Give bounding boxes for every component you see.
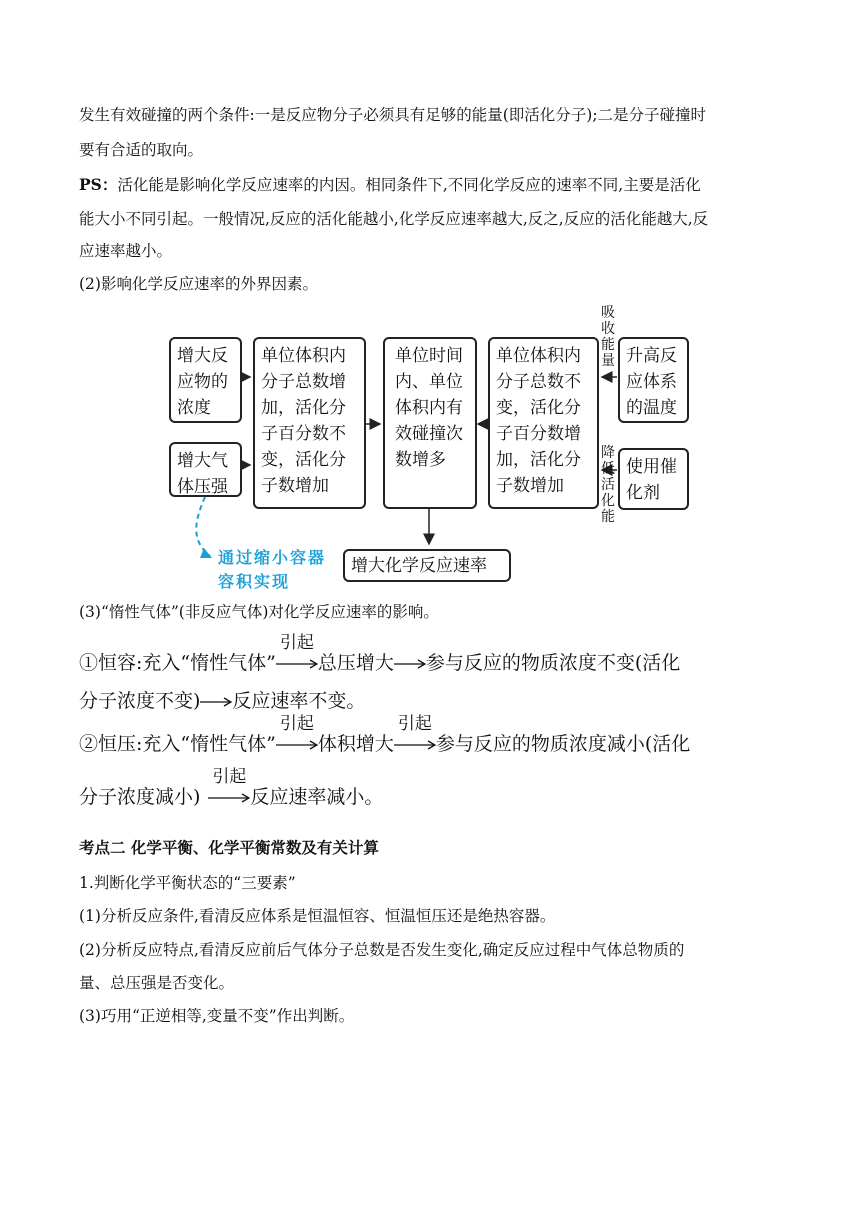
arrow-label: 引起 bbox=[279, 633, 314, 653]
eq-text: 总压增大 bbox=[317, 652, 394, 674]
paragraph-line: 量、总压强是否变化。 bbox=[79, 974, 235, 992]
arrow-plain bbox=[200, 691, 232, 711]
eq-text: 参与反应的物质浓度减小(活化 bbox=[435, 733, 691, 755]
paragraph-line: (1)分析反应条件,看清反应体系是恒温恒容、恒温恒压还是绝热容器。 bbox=[79, 907, 556, 925]
equation-line bbox=[79, 767, 384, 808]
eq-text: 反应速率不变。 bbox=[232, 690, 366, 712]
paragraph-line: 要有合适的取向。 bbox=[79, 141, 204, 159]
arrow-plain bbox=[394, 653, 426, 673]
eq-text: 体积增大 bbox=[317, 733, 394, 755]
arrow-causes bbox=[276, 714, 318, 754]
eq-text: 分子浓度减小) bbox=[79, 786, 201, 808]
paragraph-line: (2)分析反应特点,看清反应前后气体分子总数是否发生变化,确定反应过程中气体总物质的 bbox=[79, 941, 685, 959]
arrow-causes bbox=[208, 767, 250, 807]
box-effective-collisions: 单位时间内、单位体积内有效碰撞次数增多 bbox=[383, 337, 477, 509]
arrow-label: 引起 bbox=[212, 767, 247, 787]
eq-text: 反应速率减小。 bbox=[250, 786, 384, 808]
label-absorb-energy: 吸收能量 bbox=[601, 305, 615, 369]
section-heading: 考点二 化学平衡、化学平衡常数及有关计算 bbox=[79, 838, 379, 857]
box-result: 增大化学反应速率 bbox=[343, 549, 511, 582]
arrow-label: 引起 bbox=[397, 714, 432, 734]
note-connector bbox=[196, 497, 210, 556]
box-raise-temperature: 升高反应体系的温度 bbox=[618, 337, 689, 423]
arrow-causes bbox=[394, 714, 436, 754]
box-unit-volume-increase: 单位体积内分子总数增加，活化分子百分数不变，活化分子数增加 bbox=[253, 337, 366, 509]
eq-text: 参与反应的物质浓度不变(活化 bbox=[425, 652, 681, 674]
eq-text: ②恒压:充入“惰性气体” bbox=[79, 733, 276, 755]
ps-text: 活化能是影响化学反应速率的内因。相同条件下,不同化学反应的速率不同,主要是活化 bbox=[117, 176, 701, 194]
equation-line bbox=[79, 691, 365, 711]
handwritten-note: 通过缩小容器容积实现 bbox=[218, 548, 327, 591]
section-title: (2)影响化学反应速率的外界因素。 bbox=[79, 275, 318, 293]
eq-text: 分子浓度不变) bbox=[79, 690, 201, 712]
equation-line bbox=[79, 633, 681, 674]
box-increase-concentration: 增大反应物的浓度 bbox=[169, 337, 242, 423]
arrow-causes bbox=[276, 633, 318, 673]
diagram-connectors bbox=[0, 0, 860, 600]
ps-tag: PS： bbox=[79, 175, 118, 194]
arrow-label: 引起 bbox=[279, 714, 314, 734]
box-increase-pressure: 增大气体压强 bbox=[169, 442, 242, 497]
label-lower-activation: 降低活化能 bbox=[601, 445, 615, 525]
equation-line bbox=[79, 714, 691, 755]
eq-text: ①恒容:充入“惰性气体” bbox=[79, 652, 276, 674]
box-activated-fraction-increase: 单位体积内分子总数不变，活化分子百分数增加，活化分子数增加 bbox=[488, 337, 599, 509]
paragraph-line: (3)巧用“正逆相等,变量不变”作出判断。 bbox=[79, 1007, 355, 1025]
note-arrowhead bbox=[200, 548, 212, 558]
paragraph-line: 应速率越小。 bbox=[79, 242, 173, 260]
paragraph-line: 发生有效碰撞的两个条件:一是反应物分子必须具有足够的能量(即活化分子);二是分子碰撞时 bbox=[79, 106, 707, 124]
box-use-catalyst: 使用催化剂 bbox=[618, 448, 689, 510]
paragraph-line: 能大小不同引起。一般情况,反应的活化能越小,化学反应速率越大,反之,反应的活化能越大,反 bbox=[79, 210, 709, 228]
paragraph-line: 1.判断化学平衡状态的“三要素” bbox=[79, 874, 296, 892]
section-title: (3)“惰性气体”(非反应气体)对化学反应速率的影响。 bbox=[79, 603, 439, 621]
